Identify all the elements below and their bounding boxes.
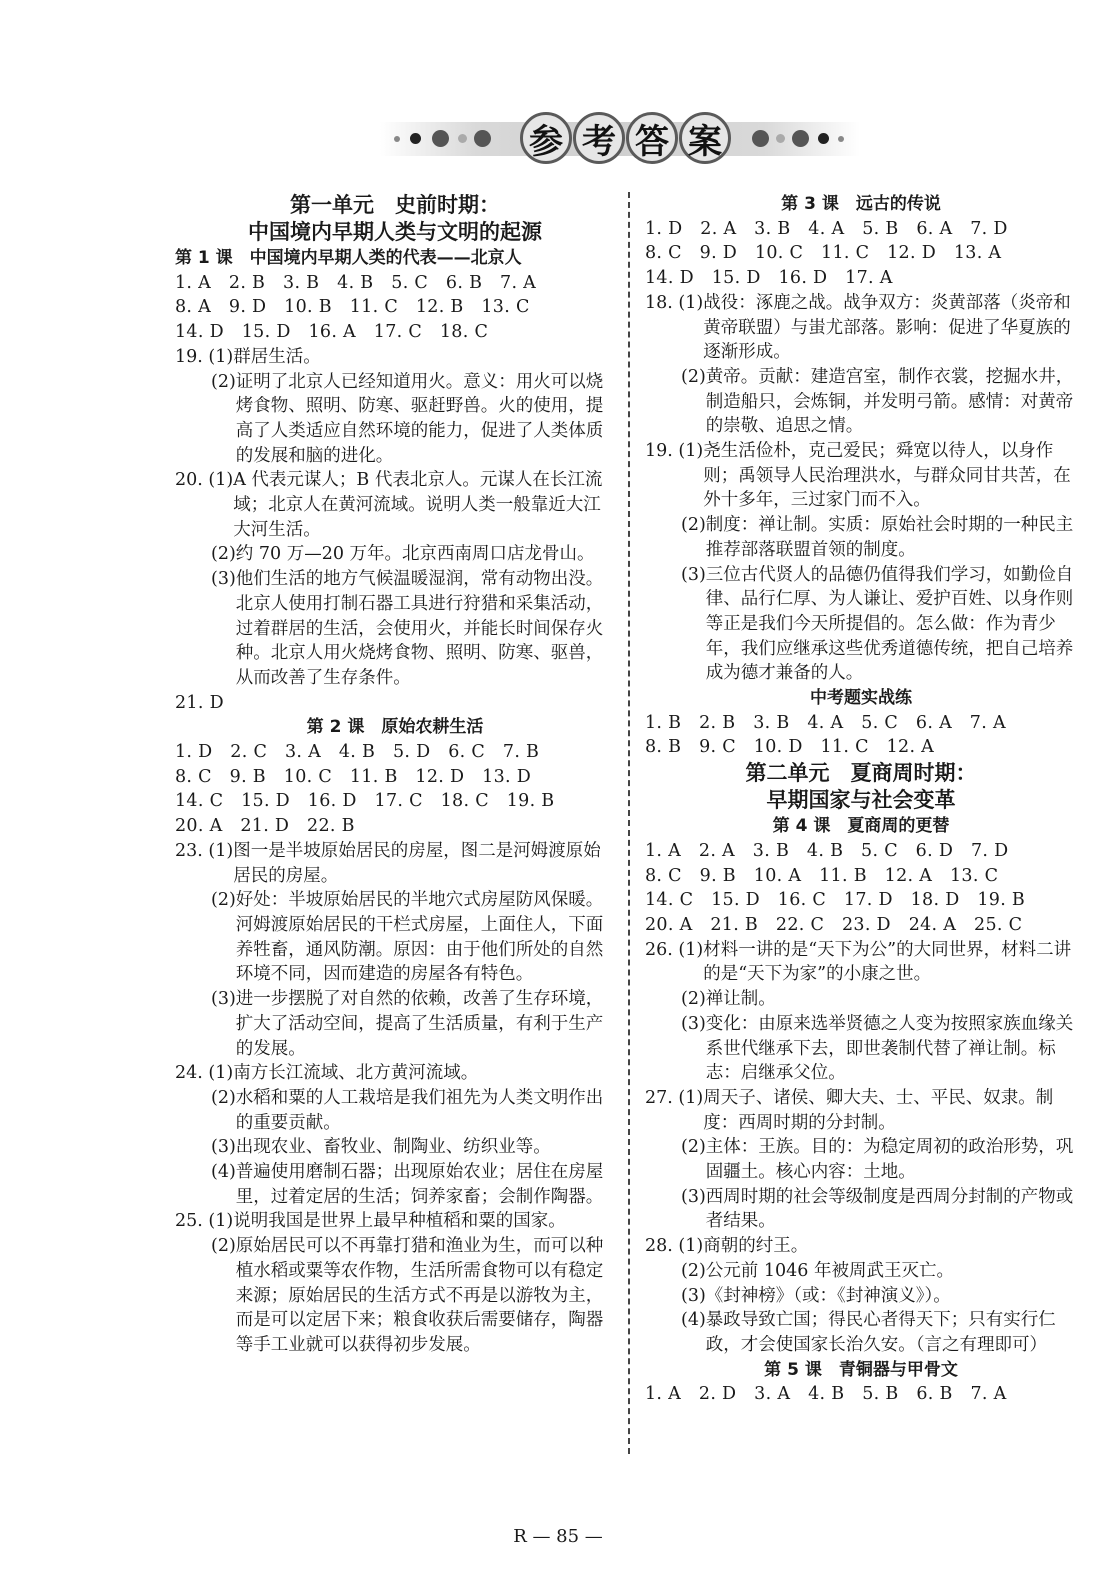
sub-question (645, 513, 1077, 562)
decor-dot (432, 130, 449, 147)
question-item (175, 468, 615, 542)
question-item (175, 1061, 615, 1086)
question-number: 18. (645, 292, 679, 313)
unit-title: 第二单元 夏商周时期： (745, 761, 977, 786)
sub-number: (1) (678, 441, 704, 462)
answer-text: 制度：禅让制。实质：原始社会时期的一种民主推荐部落联盟首领的制度。 (705, 515, 1074, 560)
answer-text: 出现农业、畜牧业、制陶业、纺织业等。 (235, 1137, 551, 1158)
sub-number: (1) (678, 1087, 704, 1108)
question-number: 20. (175, 470, 209, 491)
answer-text: 主体：王族。目的：为稳定周初的政治形势，巩固疆土。核心内容：土地。 (705, 1137, 1074, 1183)
answer-row: 8. B 9. C 10. D 11. C 12. A (645, 737, 935, 758)
sub-question (645, 563, 1077, 687)
answer-row: 14. C 15. D 16. C 17. D 18. D 19. B (645, 890, 1026, 911)
answer-text: 商朝的纣王。 (703, 1236, 809, 1257)
sub-question (175, 1234, 615, 1358)
answer-row: 8. C 9. B 10. A 11. B 12. A 13. C (645, 865, 999, 886)
sub-question (175, 1135, 615, 1160)
answer-text: 证明了北京人已经知道用火。意义：用火可以烧烤食物、照明、防寒、驱赶野兽。火的使用，提高了人类适应自然环境的能力，促进了人类体质的发展和脑的进化。 (235, 371, 604, 466)
answer-row: 21. D (175, 692, 224, 713)
answer-row: 14. D 15. D 16. A 17. C 18. C (175, 322, 489, 343)
answer-text: 水稻和粟的人工栽培是我们祖先为人类文明作出的重要贡献。 (235, 1087, 604, 1133)
sub-question (645, 1259, 1077, 1284)
decor-dot (458, 134, 467, 143)
sub-question (175, 1160, 615, 1209)
sub-question (175, 1086, 615, 1135)
answer-text: A 代表元谋人；B 代表北京人。元谋人在长江流域；北京人在黄河流域。说明人类一般靠近大江大河生活。 (233, 470, 603, 540)
answer-text: 《封神榜》（或：《封神演义》）。 (705, 1285, 951, 1306)
answer-text: 变化：由原来选举贤德之人变为按照家族血缘关系世代继承下去，即世袭制代替了禅让制。标志：启继承父位。 (705, 1013, 1074, 1084)
answer-text: 原始居民可以不再靠打猎和渔业为生，而可以种植水稻或粟等农作物，生活所需食物可以有稳定来源；原始居民的生活方式不再是以游牧为主，而是可以定居下来；粮食收获后需要储存，陶器等手工业就可以获得初步发展。 (235, 1236, 604, 1355)
sub-number: (3) (681, 564, 706, 585)
sub-number: (2) (681, 989, 706, 1010)
answer-text: 周天子、诸侯、卿大夫、士、平民、奴隶。制度：西周时期的分封制。 (703, 1087, 1054, 1133)
answer-row: 20. A 21. D 22. B (175, 816, 355, 837)
decor-dot (838, 136, 844, 142)
answer-text: 暴政导致亡国；得民心者得天下；只有实行仁政，才会使国家长治久安。（言之有理即可） (705, 1310, 1056, 1355)
question-item (175, 1209, 615, 1234)
sub-question (175, 542, 615, 567)
answer-row: 1. A 2. D 3. A 4. B 5. B 6. B 7. A (645, 1384, 1007, 1405)
question-number: 24. (175, 1063, 209, 1084)
page-number: R — 85 — (513, 1526, 603, 1547)
right-column (645, 192, 1077, 1407)
answer-text: 普遍使用磨制石器；出现原始农业；居住在房屋里，过着定居的生活；饲养家畜；会制作陶器。 (235, 1162, 604, 1207)
sub-question (645, 1185, 1077, 1234)
answer-row: 1. A 2. B 3. B 4. B 5. C 6. B 7. A (175, 272, 537, 293)
question-item (645, 1086, 1077, 1135)
question-number: 28. (645, 1236, 679, 1257)
lesson-title: 第 3 课 远古的传说 (781, 194, 941, 214)
answer-text: 公元前 1046 年被周武王灭亡。 (705, 1260, 954, 1281)
lesson-title: 第 5 课 青铜器与甲骨文 (764, 1359, 958, 1380)
sub-number: (2) (211, 544, 236, 565)
answer-row: 1. B 2. B 3. B 4. A 5. C 6. A 7. A (645, 712, 1006, 733)
sub-number: (3) (211, 569, 236, 590)
answer-text: 他们生活的地方气候温暖湿润，常有动物出没。北京人使用打制石器工具进行狩猎和采集活动，过着群居的生活，会使用火，并能长时间保存火种。北京人用火烧烤食物、照明、防寒、驱兽，从而改善了生存条件。 (235, 569, 604, 688)
sub-number: (1) (208, 1211, 234, 1232)
question-number: 26. (645, 939, 679, 960)
sub-number: (1) (208, 1063, 234, 1084)
banner-char-4: 案 (679, 112, 731, 164)
sub-question (645, 1308, 1077, 1357)
sub-number: (2) (681, 366, 706, 387)
answer-text: 西周时期的社会等级制度是西周分封制的产物或者结果。 (705, 1186, 1074, 1232)
sub-question (175, 567, 615, 691)
left-column (175, 192, 615, 1358)
banner-char-3: 答 (626, 112, 678, 164)
question-item (645, 439, 1077, 513)
answer-text: 战役：涿鹿之战。战争双方：炎黄部落（炎帝和黄帝联盟）与蚩尤部落。影响：促进了华夏族的逐渐形成。 (703, 292, 1071, 363)
answer-text: 材料一讲的是“天下为公”的大同世界，材料二讲的是“天下为家”的小康之世。 (703, 939, 1072, 985)
sub-question (645, 1284, 1077, 1309)
sub-question (645, 1135, 1077, 1184)
sub-number: (1) (208, 346, 234, 367)
answer-row: 20. A 21. B 22. C 23. D 24. A 25. C (645, 914, 1023, 935)
answer-text: 南方长江流域、北方黄河流域。 (233, 1063, 479, 1084)
unit-subtitle: 中国境内早期人类与文明的起源 (248, 220, 542, 244)
decor-dot (474, 130, 491, 147)
sub-number: (3) (681, 1186, 706, 1207)
header-banner (380, 112, 860, 168)
answer-text: 约 70 万—20 万年。北京西南周口店龙骨山。 (235, 544, 595, 565)
banner-char-2: 考 (573, 112, 625, 164)
sub-number: (4) (681, 1310, 706, 1331)
answer-text: 三位古代贤人的品德仍值得我们学习，如勤俭自律、品行仁厚、为人谦让、爱护百姓、以身作则等正是我们今天所提倡的。怎么做：作为青少年，我们应继承这些优秀道德传统，把自己培养成为德才兼备的人。 (705, 564, 1074, 684)
answer-row: 8. C 9. D 10. C 11. C 12. D 13. A (645, 243, 1002, 264)
sub-number: (2) (681, 1137, 706, 1158)
lesson-title: 第 2 课 原始农耕生活 (306, 717, 484, 738)
decor-dot (752, 130, 769, 147)
answer-row: 1. D 2. C 3. A 4. B 5. D 6. C 7. B (175, 742, 540, 763)
sub-number: (3) (681, 1013, 706, 1034)
sub-number: (3) (681, 1285, 706, 1306)
sub-number: (1) (678, 939, 704, 960)
sub-number: (2) (211, 1236, 236, 1257)
decor-dot (792, 130, 809, 147)
sub-question (645, 987, 1077, 1012)
sub-question (175, 370, 615, 469)
question-item (645, 1234, 1077, 1259)
question-item (645, 938, 1077, 987)
sub-number: (3) (211, 1137, 236, 1158)
sub-number: (1) (678, 292, 704, 313)
question-number: 19. (175, 346, 209, 367)
sub-question (645, 1012, 1077, 1086)
answer-row: 14. D 15. D 16. D 17. A (645, 268, 893, 289)
sub-number: (2) (211, 371, 236, 392)
answer-text: 禅让制。 (705, 989, 776, 1010)
sub-question (645, 365, 1077, 439)
question-item (175, 345, 615, 370)
decor-dot (410, 133, 421, 144)
answer-row: 8. C 9. B 10. C 11. B 12. D 13. D (175, 766, 532, 787)
question-number: 23. (175, 840, 209, 861)
question-item (645, 291, 1077, 365)
answer-text: 说明我国是世界上最早种植稻和粟的国家。 (233, 1211, 566, 1232)
sub-question (175, 888, 615, 987)
unit-title: 第一单元 史前时期： (290, 193, 500, 217)
decor-dot (776, 134, 785, 143)
answer-text: 好处：半坡原始居民的半地穴式房屋防风保暖。河姆渡原始居民的干栏式房屋，上面住人，下面养牲畜，通风防潮。原因：由于他们所处的自然环境不同，因而建造的房屋各有特色。 (235, 890, 604, 985)
banner-char-1: 参 (520, 112, 572, 164)
question-number: 27. (645, 1087, 679, 1108)
decor-dot (818, 133, 829, 144)
exam-practice-title: 中考题实战练 (810, 688, 912, 709)
sub-number: (2) (681, 515, 706, 536)
sub-number: (4) (211, 1162, 236, 1183)
question-number: 25. (175, 1211, 209, 1232)
sub-question (175, 987, 615, 1061)
sub-number: (2) (211, 1087, 236, 1108)
sub-number: (1) (678, 1236, 704, 1257)
column-divider (628, 192, 630, 1454)
unit-subtitle: 早期国家与社会变革 (766, 788, 956, 813)
question-number: 19. (645, 441, 679, 462)
lesson-title: 第 4 课 夏商周的更替 (772, 816, 950, 837)
answer-row: 1. D 2. A 3. B 4. A 5. B 6. A 7. D (645, 218, 1008, 239)
sub-number: (2) (681, 1260, 706, 1281)
answer-row: 14. C 15. D 16. D 17. C 18. C 19. B (175, 791, 555, 812)
lesson-title: 第 1 课 中国境内早期人类的代表——北京人 (175, 248, 522, 268)
answer-text: 黄帝。贡献：建造宫室，制作衣裳，挖掘水井，制造船只，会炼铜，并发明弓箭。感情：对黄帝的崇敬、追思之情。 (705, 366, 1074, 437)
sub-number: (1) (208, 840, 234, 861)
answer-text: 进一步摆脱了对自然的依赖，改善了生存环境，扩大了活动空间，提高了生活质量，有利于生产的发展。 (235, 989, 604, 1059)
sub-number: (3) (211, 989, 236, 1010)
sub-number: (2) (211, 890, 236, 911)
answer-text: 尧生活俭朴，克己爱民；舜宽以待人，以身作则；禹领导人民治理洪水，与群众同甘共苦，在外十多年，三过家门而不入。 (703, 441, 1071, 511)
answer-text: 图一是半坡原始居民的房屋，图二是河姆渡原始居民的房屋。 (233, 840, 601, 886)
sub-number: (1) (208, 470, 234, 491)
question-item (175, 839, 615, 888)
answer-text: 群居生活。 (233, 346, 321, 367)
answer-row: 8. A 9. D 10. B 11. C 12. B 13. C (175, 297, 530, 318)
answer-row: 1. A 2. A 3. B 4. B 5. C 6. D 7. D (645, 840, 1009, 861)
decor-dot (394, 136, 400, 142)
